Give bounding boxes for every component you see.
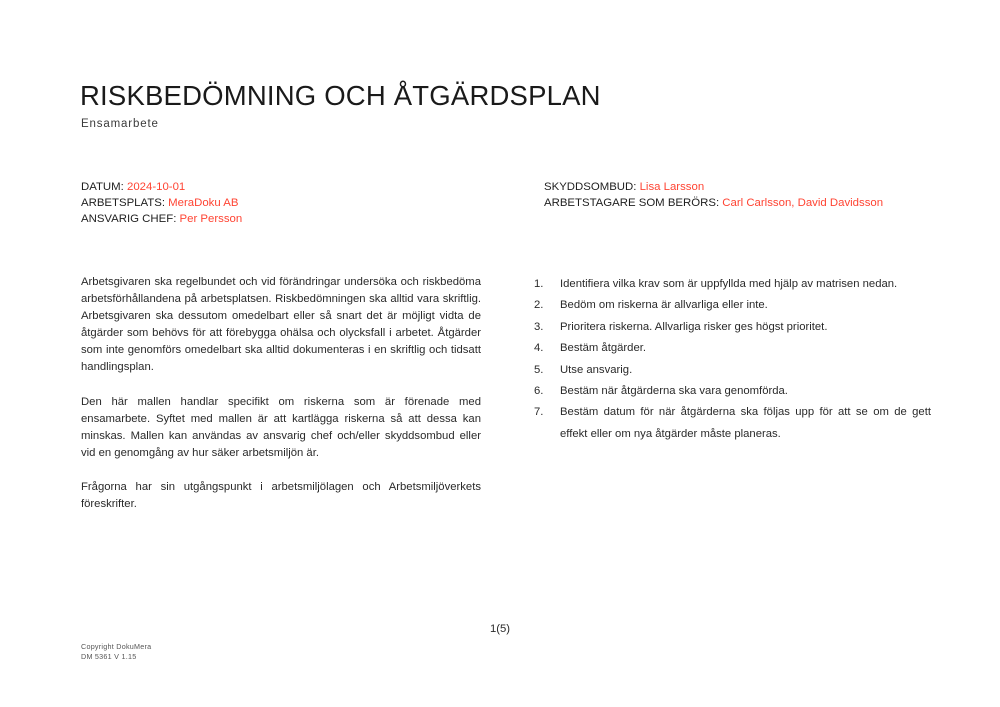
meta-row-arbetsplats — [81, 195, 242, 211]
meta-row-arbetstagare — [544, 195, 883, 211]
list-item-number: 2. — [534, 299, 544, 312]
footer-document-id: DM 5361 V 1.15 — [81, 652, 137, 661]
list-item-label: Utse ansvarig. — [560, 363, 633, 376]
list-item — [531, 360, 931, 381]
list-item — [531, 381, 931, 402]
meta-label-arbetstagare: ARBETSTAGARE SOM BERÖRS: — [544, 197, 720, 210]
body-paragraph: Den här mallen handlar specifikt om riskerna som är förenade med ensamarbete. Syftet med mallen är att kartlägga riskerna så att dessa kan minskas. Mallen kan användas av ansvarig chef och/eller skyddsombud eller vid en genomgång av hur säker arbetsmiljön är. — [81, 395, 481, 459]
list-item-number: 3. — [534, 320, 544, 333]
list-item-number: 5. — [534, 363, 544, 376]
list-item-number: 4. — [534, 342, 544, 355]
meta-row-skyddsombud — [544, 179, 883, 195]
list-item-label: Bestäm datum för när åtgärderna ska följas upp för att se om de gett effekt eller om nya åtgärder måste planeras. — [560, 406, 931, 440]
body-column-right — [531, 274, 931, 445]
list-item — [531, 317, 931, 338]
meta-label-skyddsombud: SKYDDSOMBUD: — [544, 181, 637, 193]
list-item-label: Bedöm om riskerna är allvarliga eller inte. — [560, 299, 768, 312]
page-number: 1(5) — [489, 623, 511, 635]
meta-value-arbetstagare: Carl Carlsson, David Davidsson — [722, 197, 884, 210]
meta-value-skyddsombud: Lisa Larsson — [639, 181, 705, 193]
footer-block — [81, 642, 151, 662]
meta-label-datum: DATUM: — [81, 181, 124, 193]
list-item — [531, 274, 931, 295]
meta-row-datum — [81, 179, 242, 195]
meta-row-ansvarig-chef — [81, 211, 242, 227]
list-item — [531, 402, 931, 445]
list-item-label: Bestäm åtgärder. — [560, 342, 647, 355]
meta-value-datum: 2024-10-01 — [127, 181, 186, 193]
list-item — [531, 295, 931, 316]
list-item-label: Prioritera riskerna. Allvarliga risker ges högst prioritet. — [560, 320, 828, 333]
list-item-number: 1. — [534, 278, 544, 290]
meta-label-ansvarig-chef: ANSVARIG CHEF: — [81, 213, 177, 226]
body-paragraph: Frågorna har sin utgångspunkt i arbetsmiljölagen och Arbetsmiljöverkets föreskrifter. — [81, 480, 481, 511]
procedure-step-list — [531, 274, 931, 445]
meta-block-right — [544, 179, 883, 211]
list-item-number: 6. — [534, 385, 544, 398]
page-title: RISKBEDÖMNING OCH ÅTGÄRDSPLAN — [80, 80, 601, 111]
list-item — [531, 338, 931, 359]
meta-value-arbetsplats: MeraDoku AB — [168, 197, 239, 210]
footer-copyright: Copyright DokuMera — [81, 642, 152, 651]
body-column-left — [81, 274, 481, 513]
meta-block-left — [81, 179, 242, 228]
list-item-number: 7. — [534, 406, 544, 419]
meta-value-ansvarig-chef: Per Persson — [179, 213, 243, 226]
page-subtitle: Ensamarbete — [81, 118, 159, 130]
list-item-label: Identifiera vilka krav som är uppfyllda med hjälp av matrisen nedan. — [560, 278, 898, 290]
body-paragraph: Arbetsgivaren ska regelbundet och vid förändringar undersöka och riskbedöma arbetsförhållandena på arbetsplatsen. Riskbedömningen ska alltid vara skriftlig. Arbetsgivaren ska dessutom omedelbart eller så snart det är möjligt vidta de åtgärder som behövs för att förebygga ohälsa och olycksfall i arbetet. Åtgärder som inte genomförs omedelbart ska alltid dokumenteras i en skriftlig och tidsatt handlingsplan. — [81, 276, 481, 374]
list-item-label: Bestäm när åtgärderna ska vara genomförda. — [560, 385, 788, 398]
meta-label-arbetsplats: ARBETSPLATS: — [81, 197, 165, 210]
